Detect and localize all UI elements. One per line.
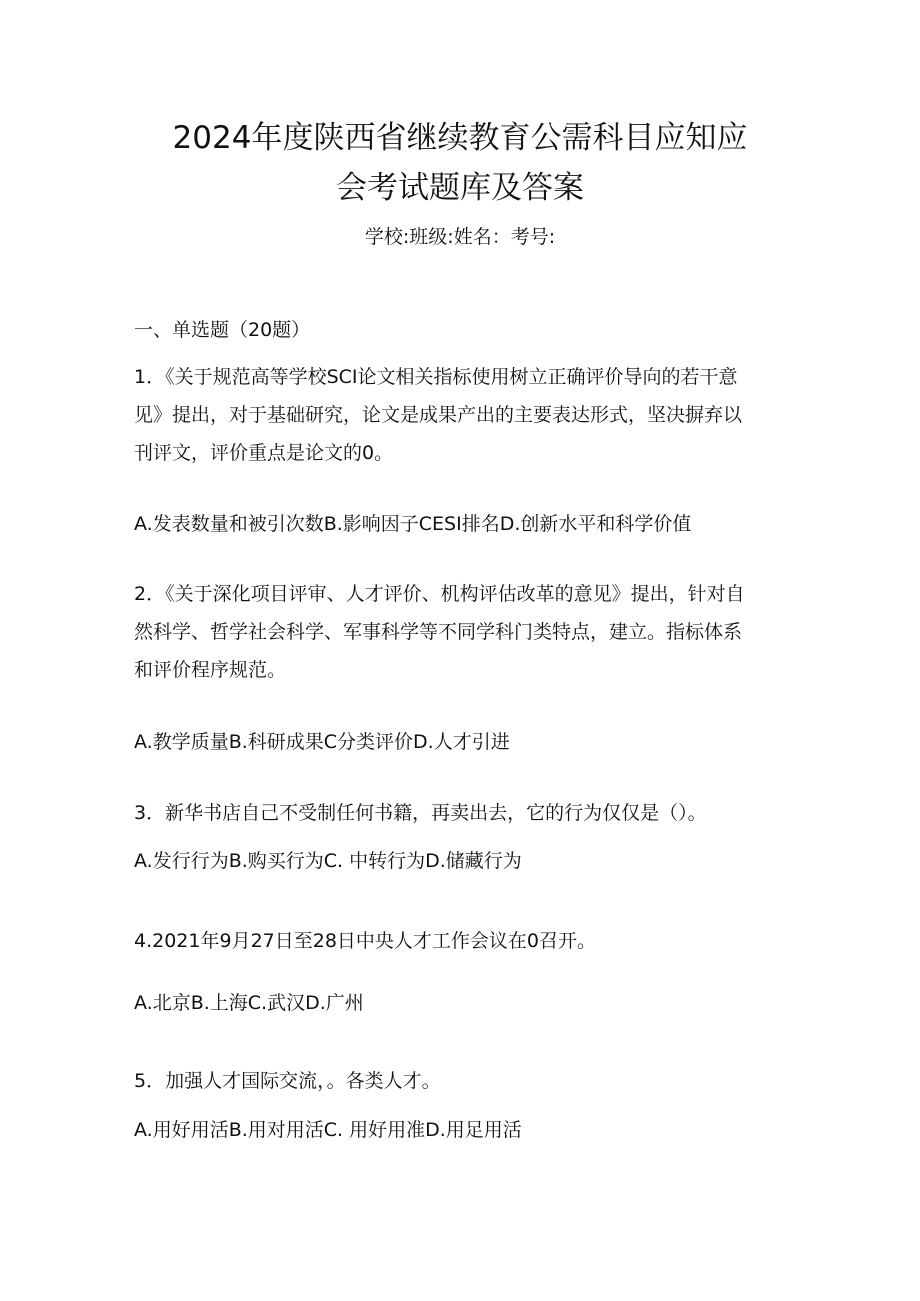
question-1-line-2: 见》提出，对于基础研究，论文是成果产出的主要表达形式，坚决摒弃以 [134, 404, 743, 426]
document-title-line-1: 2024年度陕西省继续教育公需科目应知应 [172, 120, 748, 156]
question-5-line-1: 5．加强人才国际交流，。各类人才。 [134, 1070, 441, 1092]
section-heading: 一、单选题（20题） [134, 319, 311, 341]
question-4 [134, 922, 794, 960]
student-info-line: 学校:班级:姓名：考号: [364, 226, 556, 248]
question-5-options: A.用好用活B.用对用活C. 用好用准D.用足用活 [134, 1119, 522, 1141]
question-2-options: A.教学质量B.科研成果C分类评价D.人才引进 [134, 731, 510, 753]
document-title-line-2: 会考试题库及答案 [336, 170, 584, 206]
question-5 [134, 1062, 794, 1100]
question-1 [134, 358, 794, 472]
question-3-options: A.发行行为B.购买行为C. 中转行为D.储藏行为 [134, 850, 522, 872]
question-4-options: A.北京B.上海C.武汉D.广州 [134, 992, 364, 1014]
question-4-line-1: 4.2021年9月27日至28日中央人才工作会议在0召开。 [134, 930, 597, 952]
question-2-line-2: 然科学、哲学社会科学、军事科学等不同学科门类特点，建立。指标体系 [134, 621, 743, 643]
question-2 [134, 575, 794, 689]
question-2-line-3: 和评价程序规范。 [134, 659, 287, 681]
question-1-options: A.发表数量和被引次数B.影响因子CESI排名D.创新水平和科学价值 [134, 513, 692, 535]
question-3-line-1: 3．新华书店自己不受制任何书籍，再卖出去，它的行为仅仅是（）。 [134, 802, 707, 824]
question-1-line-1: 1．《关于规范高等学校SCI论文相关指标使用树立正确评价导向的若干意 [134, 366, 738, 388]
question-2-line-1: 2．《关于深化项目评审、人才评价、机构评估改革的意见》提出，针对自 [134, 583, 745, 605]
question-1-line-3: 刊评文，评价重点是论文的0。 [134, 442, 394, 464]
question-3 [134, 794, 794, 832]
